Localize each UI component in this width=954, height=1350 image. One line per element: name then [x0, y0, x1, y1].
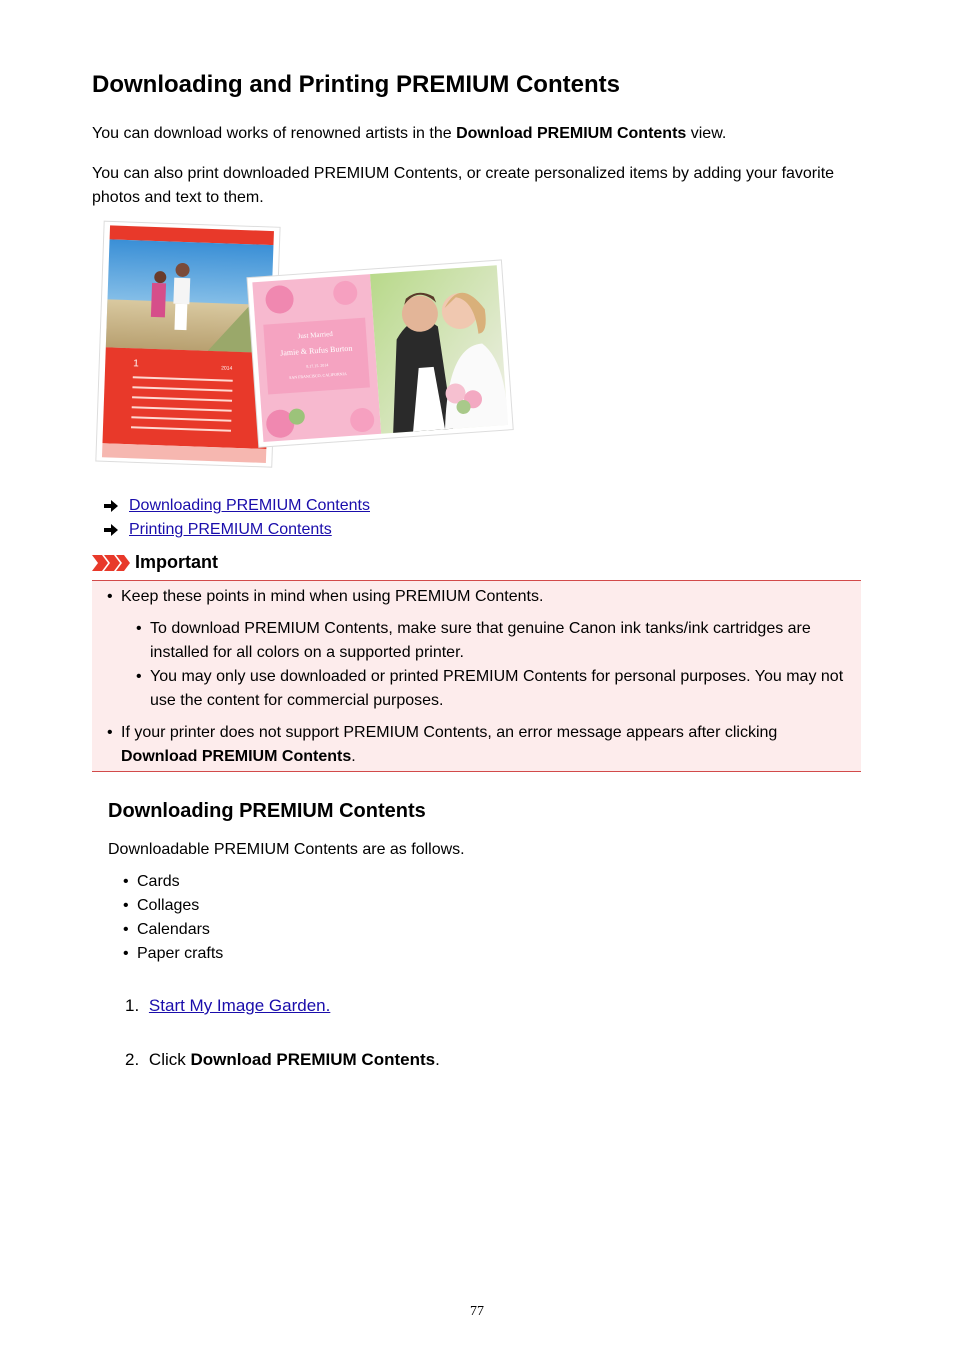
page-number: 77	[470, 1304, 484, 1319]
arrow-right-icon	[104, 500, 118, 512]
intro-bold: Download PREMIUM Contents	[456, 125, 687, 142]
step-1	[125, 994, 330, 1018]
nav-link-row	[104, 518, 370, 542]
nav-link-row	[104, 494, 370, 518]
intro-paragraph	[92, 122, 862, 146]
step-number: 1.	[125, 996, 140, 1015]
section-heading: Downloading PREMIUM Contents	[108, 800, 426, 822]
important-item-bold: Download PREMIUM Contents	[121, 748, 352, 765]
intro-paragraph-2: You can also print downloaded PREMIUM Contents, or create personalized items by adding your favorite photos and text to them.	[92, 165, 835, 206]
card-line-3: 8.17.15. 2014	[306, 362, 329, 369]
card-line-4: SAN FRANCISCO, CALIFORNIA	[289, 371, 347, 381]
list-item	[123, 918, 210, 942]
bullet: •	[123, 897, 129, 914]
calendar-month: 1	[133, 358, 139, 370]
important-heading	[92, 552, 218, 573]
link-start-my-image-garden[interactable]: Start My Image Garden.	[148, 996, 331, 1015]
section-intro: Downloadable PREMIUM Contents are as follows.	[108, 841, 465, 858]
calendar-year: 2014	[221, 365, 233, 372]
bullet: •	[107, 588, 113, 605]
bullet: •	[107, 724, 113, 741]
arrow-right-icon	[104, 524, 118, 536]
important-chevrons-icon	[92, 555, 130, 571]
bullet: •	[123, 921, 129, 938]
important-item	[107, 721, 841, 769]
important-subitem-text: You may only use downloaded or printed PREMIUM Contents for personal purposes. You may not use the content for commercial purposes.	[150, 668, 844, 709]
intro-text-end: view.	[686, 125, 727, 142]
important-item	[107, 585, 841, 609]
list-item-text: Calendars	[137, 921, 210, 938]
important-box	[92, 580, 861, 772]
card-line-1: Just Married	[297, 329, 333, 341]
important-subitem-text: To download PREMIUM Contents, make sure that genuine Canon ink tanks/ink cartridges are installed for all colors on a supported printer.	[150, 620, 811, 661]
wedding-card	[247, 260, 513, 447]
important-item-end: .	[351, 748, 356, 765]
list-item-text: Collages	[137, 897, 200, 914]
important-item-text: If your printer does not support PREMIUM Contents, an error message appears after clicking	[121, 724, 778, 741]
bullet: •	[136, 668, 142, 685]
bullet: •	[123, 945, 129, 962]
card-line-2: Jamie & Rufus Burton	[279, 343, 353, 358]
list-item-text: Paper crafts	[137, 945, 224, 962]
important-subitem	[136, 617, 850, 665]
bullet: •	[123, 873, 129, 890]
intro-text: You can download works of renowned artists in the	[92, 125, 457, 142]
important-label: Important	[135, 552, 218, 572]
list-item	[123, 894, 200, 918]
list-item	[123, 942, 224, 966]
bullet: •	[136, 620, 142, 637]
step-number: 2.	[125, 1050, 140, 1069]
list-item-text: Cards	[137, 873, 180, 890]
link-printing-premium-contents[interactable]: Printing PREMIUM Contents	[129, 521, 332, 538]
page-title: Downloading and Printing PREMIUM Contents	[92, 71, 620, 98]
list-item	[123, 870, 180, 894]
step-bold: Download PREMIUM Contents	[190, 1050, 436, 1069]
important-item-text: Keep these points in mind when using PREMIUM Contents.	[121, 588, 544, 605]
link-downloading-premium-contents[interactable]: Downloading PREMIUM Contents	[129, 497, 370, 514]
step-2	[125, 1048, 440, 1072]
nav-links	[104, 494, 370, 542]
important-subitem	[136, 665, 850, 713]
premium-contents-illustration	[88, 218, 518, 480]
step-end: .	[435, 1050, 440, 1069]
step-text: Click	[148, 1050, 191, 1069]
